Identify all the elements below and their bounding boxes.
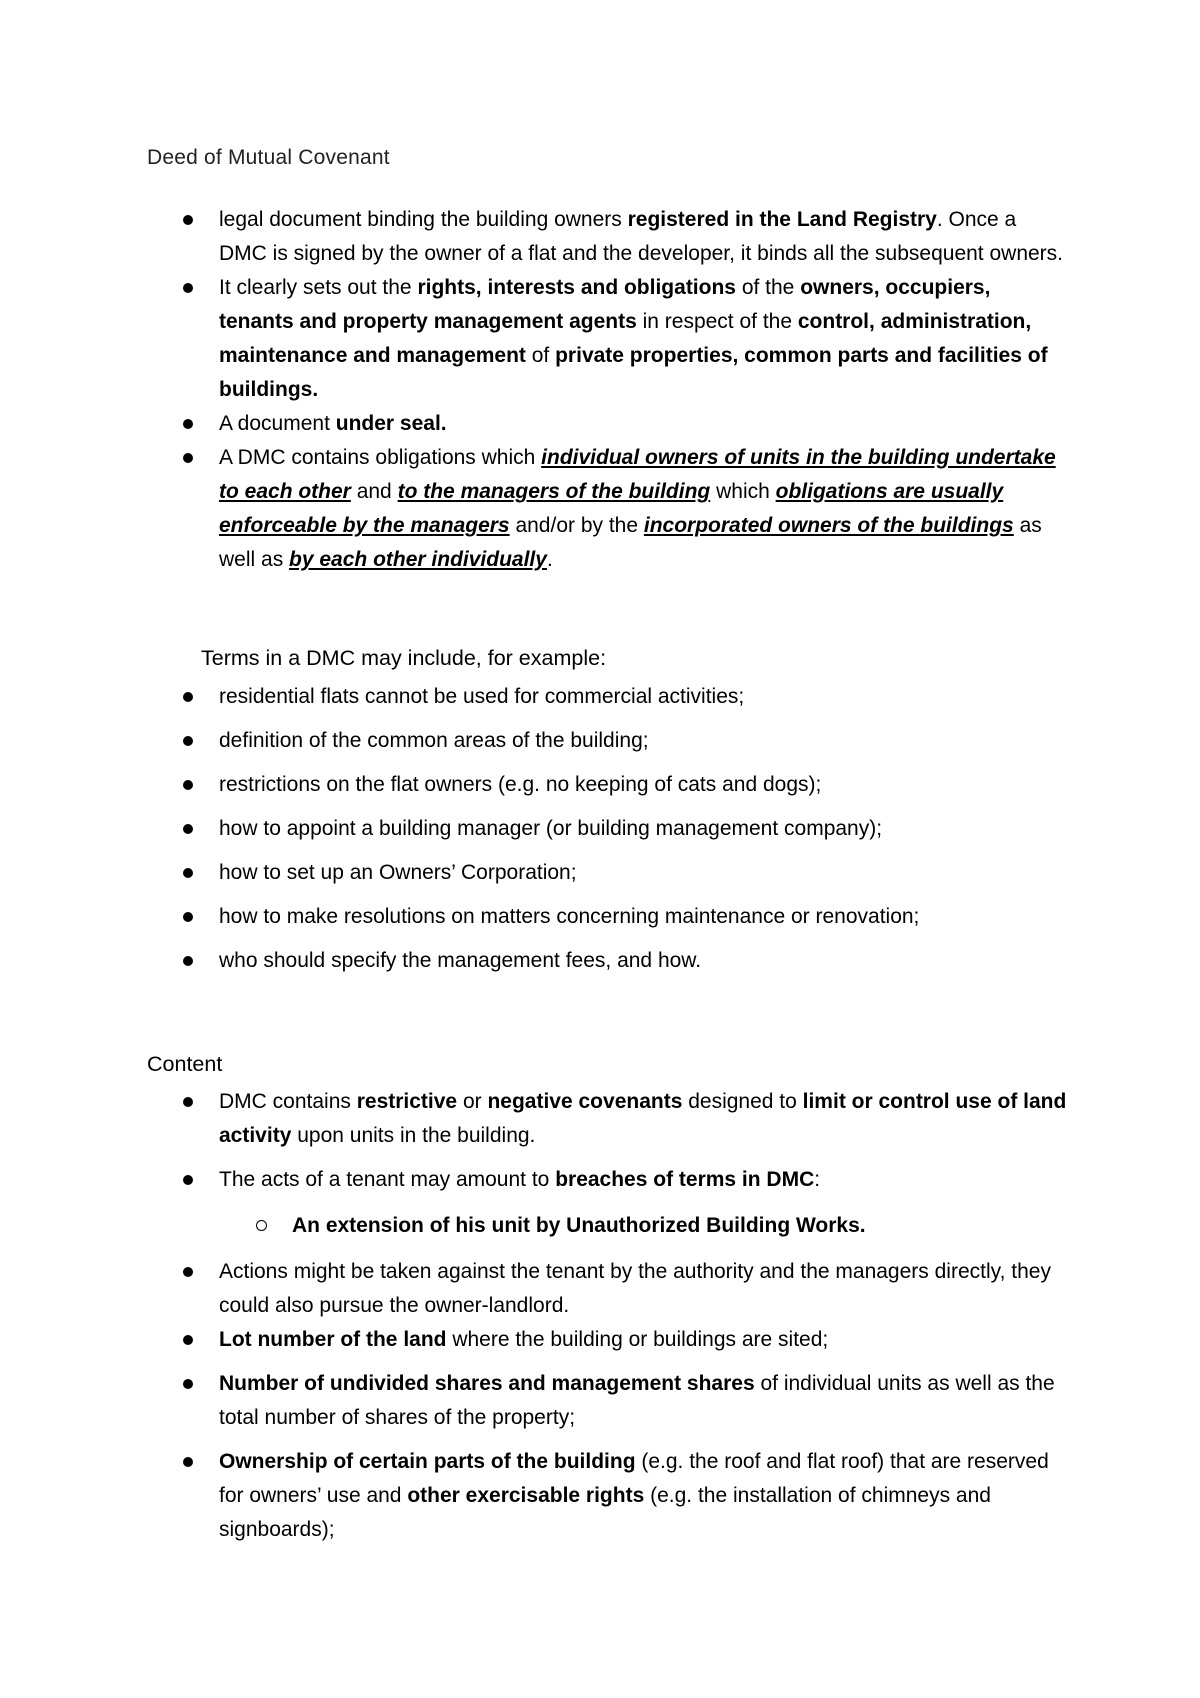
list-item: how to make resolutions on matters concerning maintenance or renovation; (0, 900, 1069, 934)
list-item: how to set up an Owners’ Corporation; (0, 856, 1069, 890)
bullet-icon (183, 780, 193, 790)
bullet-icon (183, 1335, 193, 1345)
hollow-bullet-icon (256, 1220, 267, 1231)
bullet-icon (183, 1175, 193, 1185)
bullet-icon (183, 453, 193, 463)
list-item: The acts of a tenant may amount to breaches of terms in DMC: (0, 1163, 1069, 1197)
list-item: It clearly sets out the rights, interests and obligations of the owners, occupiers, tenants and property management agents in respect of the control, administration, maintenance and management of private properties, common parts and facilities of buildings. (0, 271, 1069, 407)
bullet-icon (183, 736, 193, 746)
list-item: A document under seal. (0, 407, 1069, 441)
list-item: Lot number of the land where the building or buildings are sited; (0, 1323, 1069, 1357)
bullet-icon (183, 1379, 193, 1389)
document-title: Deed of Mutual Covenant (147, 146, 390, 169)
bullet-icon (183, 868, 193, 878)
bullet-icon (183, 1097, 193, 1107)
list-item: Actions might be taken against the tenant by the authority and the managers directly, they could also pursue the owner-landlord. (0, 1255, 1069, 1323)
content-heading: Content (147, 1052, 223, 1076)
bullet-icon (183, 419, 193, 429)
list-item: Ownership of certain parts of the building (e.g. the roof and flat roof) that are reserved for owners’ use and other exercisable rights (e.g. the installation of chimneys and signboards); (0, 1445, 1069, 1547)
list-item: who should specify the management fees, and how. (0, 944, 1069, 978)
list-item: definition of the common areas of the building; (0, 724, 1069, 758)
list-item: residential flats cannot be used for commercial activities; (0, 680, 1069, 714)
bullet-icon (183, 283, 193, 293)
list-item: Number of undivided shares and management shares of individual units as well as the total number of shares of the property; (0, 1367, 1069, 1435)
bullet-icon (183, 912, 193, 922)
list-item: legal document binding the building owners registered in the Land Registry. Once a DMC is signed by the owner of a flat and the developer, it binds all the subsequent owners. (0, 203, 1069, 271)
list-item: A DMC contains obligations which individual owners of units in the building undertake to each other and to the managers of the building which obligations are usually enforceable by the managers and/or by the incorporated owners of the buildings as well as by each other individually. (0, 441, 1069, 577)
content-list (0, 1085, 1072, 1547)
bullet-icon (183, 215, 193, 225)
bullet-icon (183, 1267, 193, 1277)
list-item: restrictions on the flat owners (e.g. no keeping of cats and dogs); (0, 768, 1069, 802)
list-item: how to appoint a building manager (or building management company); (0, 812, 1069, 846)
bullet-icon (183, 824, 193, 834)
sub-list-item: An extension of his unit by Unauthorized Building Works. (0, 1209, 1072, 1243)
bullet-icon (183, 692, 193, 702)
bullet-icon (183, 956, 193, 966)
terms-list (0, 680, 1069, 978)
list-item: DMC contains restrictive or negative covenants designed to limit or control use of land activity upon units in the building. (0, 1085, 1069, 1153)
dmc-definition-list (0, 203, 1069, 577)
bullet-icon (183, 1457, 193, 1467)
terms-heading: Terms in a DMC may include, for example: (201, 646, 607, 670)
